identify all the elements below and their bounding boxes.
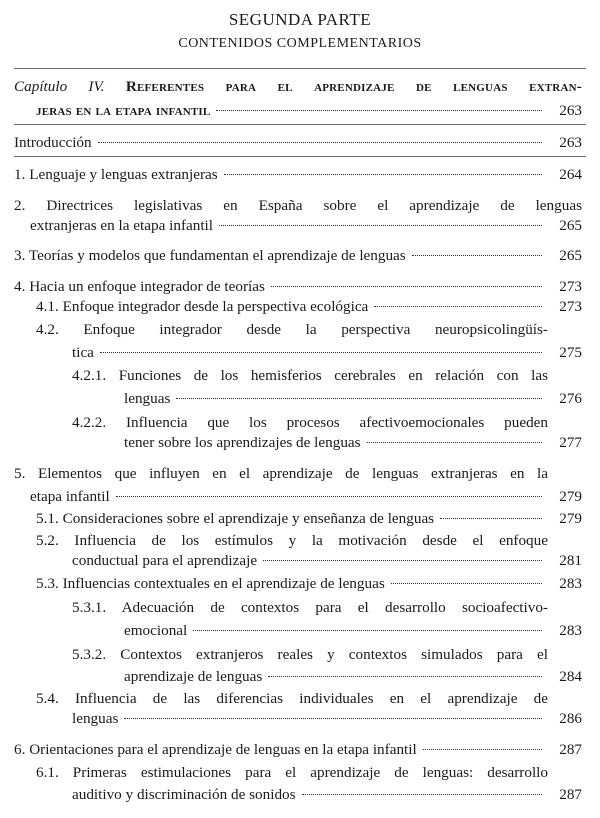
page-number: 283: [559, 575, 582, 592]
toc-entry-2-line2: [30, 216, 582, 236]
leader-dots: [391, 579, 542, 584]
toc-entry-5-line1: [14, 464, 548, 484]
toc-entry-4-2-2-line2: [124, 433, 582, 453]
entry-title: 1. Lenguaje y lenguas extranjeras: [14, 166, 218, 183]
toc-entry-5-3-1-line1: [72, 598, 548, 618]
entry-title: 4.1. Enfoque integrador desde la perspectiva ecológica: [36, 298, 369, 315]
part-title: SEGUNDA PARTE: [228, 10, 372, 29]
leader-dots: [374, 302, 542, 307]
toc-entry-5-line2: [30, 487, 582, 507]
leader-dots: [219, 221, 542, 226]
entry-title-cont: lenguas: [124, 390, 171, 407]
page-number: 263: [559, 102, 582, 119]
entry-title-cont: lenguas: [72, 710, 119, 727]
entry-title-cont: tica: [72, 344, 94, 361]
entry-title: 5.3.1. Adecuación de contextos para el desarrollo socioafectivo-: [72, 599, 548, 616]
toc-entry-3: [14, 246, 582, 266]
entry-title: 5.2. Influencia de los estímulos y la motivación desde el enfoque: [36, 532, 548, 549]
chapter-heading-line2: [36, 101, 582, 121]
toc-entry-5-3-2-line1: [72, 645, 548, 665]
entry-title: 5.4. Influencia de las diferencias individuales en el aprendizaje de: [36, 690, 548, 707]
page-number: 287: [559, 741, 582, 758]
entry-title-cont: auditivo y discriminación de sonidos: [72, 786, 296, 803]
toc-entry-4-2-1-line1: [72, 366, 548, 386]
page-number: 265: [559, 217, 582, 234]
leader-dots: [100, 348, 542, 353]
toc-entry-4-2-2-line1: [72, 413, 548, 433]
page-number: 283: [559, 622, 582, 639]
toc-entry-4-2-1-line2: [124, 389, 582, 409]
entry-title: 4.2.1. Funciones de los hemisferios cerebrales en relación con las: [72, 367, 548, 384]
toc-entry-5-4-line1: [36, 689, 548, 709]
entry-title-cont: etapa infantil: [30, 488, 110, 505]
page-number: 277: [559, 434, 582, 451]
toc-entry-4-1: [36, 297, 582, 317]
entry-title: 4. Hacia un enfoque integrador de teorías: [14, 278, 265, 295]
leader-dots: [412, 251, 542, 256]
entry-title: 5. Elementos que influyen en el aprendizaje de lenguas extranjeras en la: [14, 465, 548, 482]
page-number: 286: [559, 710, 582, 727]
leader-dots: [224, 170, 542, 175]
toc-entry-5-2-line1: [36, 531, 548, 551]
part-subtitle: CONTENIDOS COMPLEMENTARIOS: [178, 36, 422, 51]
leader-dots: [176, 394, 542, 399]
entry-title: 5.1. Consideraciones sobre el aprendizaje y enseñanza de lenguas: [36, 510, 435, 527]
page-number: 287: [559, 786, 582, 803]
page-number: 279: [559, 488, 582, 505]
entry-title-cont: aprendizaje de lenguas: [124, 668, 263, 685]
leader-dots: [268, 672, 542, 677]
page-number: 276: [559, 390, 582, 407]
page-number: 263: [559, 134, 582, 151]
toc-entry-5-2-line2: [72, 551, 582, 571]
leader-dots: [116, 492, 542, 497]
chapter-label: Capítulo IV.: [14, 78, 105, 95]
toc-entry-6: [14, 740, 582, 760]
entry-title: 2. Directrices legislativas en España sobre el aprendizaje de lenguas: [14, 197, 582, 214]
chapter-heading-line1: [14, 77, 582, 97]
leader-dots: [440, 514, 542, 519]
toc-entry-5-1: [36, 509, 582, 529]
toc-entry-4-2-line1: [36, 320, 548, 340]
toc-entry-intro: [14, 133, 582, 153]
page-number: 273: [559, 298, 582, 315]
leader-dots: [98, 138, 542, 143]
toc-entry-4: [14, 277, 582, 297]
toc-entry-2-line1: [14, 196, 582, 216]
entry-title: 4.2. Enfoque integrador desde la perspectiva neuropsicolingüís-: [36, 321, 548, 338]
entry-title-cont: emocional: [124, 622, 188, 639]
page-number: 273: [559, 278, 582, 295]
leader-dots: [193, 626, 542, 631]
leader-dots: [124, 714, 542, 719]
leader-dots: [302, 790, 542, 795]
toc-entry-5-3-2-line2: [124, 667, 582, 687]
entry-title-cont: extranjeras en la etapa infantil: [30, 217, 213, 234]
toc-entry-4-2-line2: [72, 343, 582, 363]
entry-title: 3. Teorías y modelos que fundamentan el aprendizaje de lenguas: [14, 247, 406, 264]
entry-title: 6.1. Primeras estimulaciones para el aprendizaje de lenguas: desarrollo: [36, 764, 548, 781]
entry-title: Introducción: [14, 134, 92, 151]
leader-dots: [423, 745, 542, 750]
toc-entry-5-3: [36, 574, 582, 594]
entry-title-cont: conductual para el aprendizaje: [72, 552, 258, 569]
entry-title: 5.3. Influencias contextuales en el aprendizaje de lenguas: [36, 575, 385, 592]
page-number: 264: [559, 166, 582, 183]
chapter-title-line1: Referentes para el aprendizaje de lenguas extran-: [125, 78, 582, 95]
toc-entry-1: [14, 165, 582, 185]
toc-entry-6-1-line2: [72, 785, 582, 805]
toc-entry-5-4-line2: [72, 709, 582, 729]
divider-chapter: [14, 124, 586, 125]
toc-entry-6-1-line1: [36, 763, 548, 783]
page-number: 279: [559, 510, 582, 527]
chapter-title-line2: jeras en la etapa infantil: [36, 102, 211, 119]
page-number: 284: [559, 668, 582, 685]
page-number: 265: [559, 247, 582, 264]
page-number: 281: [559, 552, 582, 569]
divider-top: [14, 68, 586, 69]
toc-entry-5-3-1-line2: [124, 621, 582, 641]
leader-dots: [367, 438, 542, 443]
entry-title-cont: tener sobre los aprendizajes de lenguas: [124, 434, 361, 451]
page-number: 275: [559, 344, 582, 361]
entry-title: 6. Orientaciones para el aprendizaje de lenguas en la etapa infantil: [14, 741, 417, 758]
entry-title: 4.2.2. Influencia que los procesos afectivoemocionales pueden: [72, 414, 548, 431]
entry-title: 5.3.2. Contextos extranjeros reales y contextos simulados para el: [72, 646, 548, 663]
leader-dots: [263, 556, 542, 561]
divider-intro: [14, 156, 586, 157]
leader-dots: [216, 106, 542, 111]
leader-dots: [271, 282, 542, 287]
